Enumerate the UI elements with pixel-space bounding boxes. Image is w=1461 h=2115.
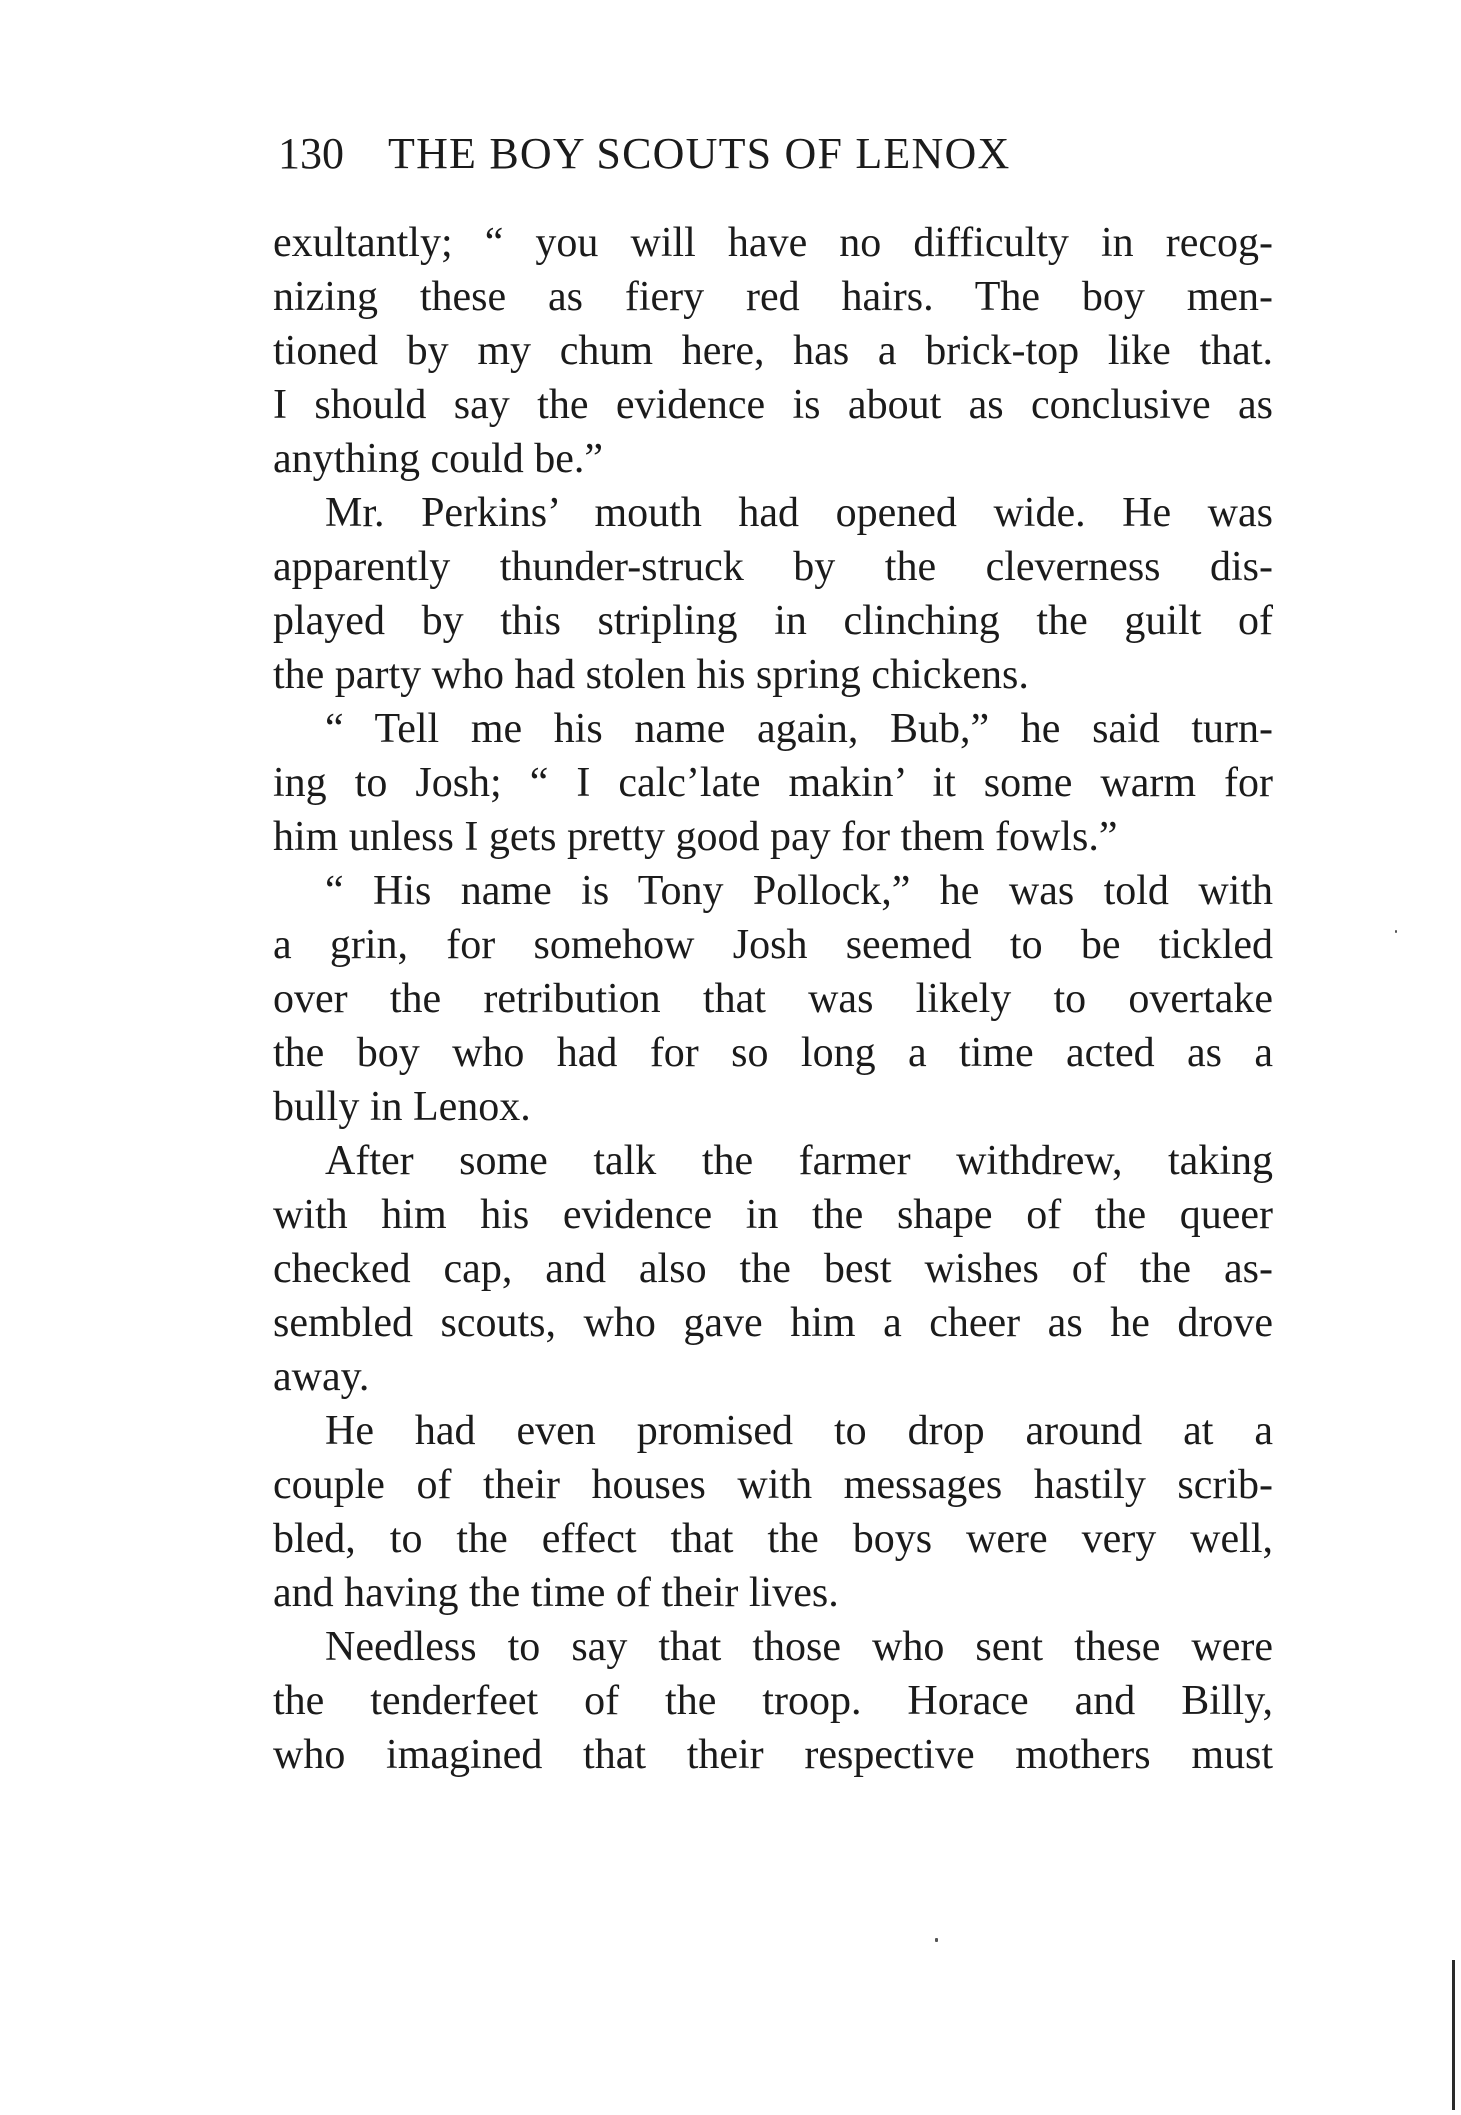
text-line: tioned by my chum here, has a brick-top like that. — [273, 328, 1273, 374]
text-line: ing to Josh; “ I calc’late makin’ it some warm for — [273, 760, 1273, 806]
text-line: exultantly; “ you will have no difficulty in recog- — [273, 220, 1273, 266]
text-line: He had even promised to drop around at a — [325, 1408, 1273, 1454]
text-line: “ Tell me his name again, Bub,” he said turn- — [325, 706, 1273, 752]
paper-speck — [935, 1938, 938, 1942]
text-line: I should say the evidence is about as conclusive as — [273, 382, 1273, 428]
text-line: over the retribution that was likely to overtake — [273, 976, 1273, 1022]
text-line: nizing these as fiery red hairs. The boy men- — [273, 274, 1273, 320]
text-line: Needless to say that those who sent these were — [325, 1624, 1273, 1670]
text-line: away. — [273, 1354, 370, 1400]
text-line: the boy who had for so long a time acted as a — [273, 1030, 1273, 1076]
text-line: After some talk the farmer withdrew, taking — [325, 1138, 1273, 1184]
text-line: Mr. Perkins’ mouth had opened wide. He was — [325, 490, 1273, 536]
paper-speck — [1395, 930, 1397, 933]
book-title: THE BOY SCOUTS OF LENOX — [388, 129, 1011, 178]
text-line: bled, to the effect that the boys were very well, — [273, 1516, 1273, 1562]
text-line: checked cap, and also the best wishes of the as- — [273, 1246, 1273, 1292]
text-line: bully in Lenox. — [273, 1084, 531, 1130]
page-edge-mark — [1452, 1960, 1455, 2110]
text-line: the tenderfeet of the troop. Horace and Billy, — [273, 1678, 1273, 1724]
text-line: couple of their houses with messages hastily scrib- — [273, 1462, 1273, 1508]
text-line: sembled scouts, who gave him a cheer as he drove — [273, 1300, 1273, 1346]
text-line: him unless I gets pretty good pay for them fowls.” — [273, 814, 1118, 860]
text-line: apparently thunder-struck by the cleverness dis- — [273, 544, 1273, 590]
text-line: with him his evidence in the shape of the queer — [273, 1192, 1273, 1238]
running-head — [278, 128, 1138, 179]
text-line: and having the time of their lives. — [273, 1570, 839, 1616]
body-text — [273, 216, 1273, 1782]
text-line: the party who had stolen his spring chickens. — [273, 652, 1029, 698]
text-line: who imagined that their respective mothers must — [273, 1732, 1273, 1778]
text-line: a grin, for somehow Josh seemed to be tickled — [273, 922, 1273, 968]
text-line: “ His name is Tony Pollock,” he was told with — [325, 868, 1273, 914]
text-line: anything could be.” — [273, 436, 604, 482]
text-line: played by this stripling in clinching the guilt of — [273, 598, 1273, 644]
page-number: 130 — [278, 129, 344, 178]
